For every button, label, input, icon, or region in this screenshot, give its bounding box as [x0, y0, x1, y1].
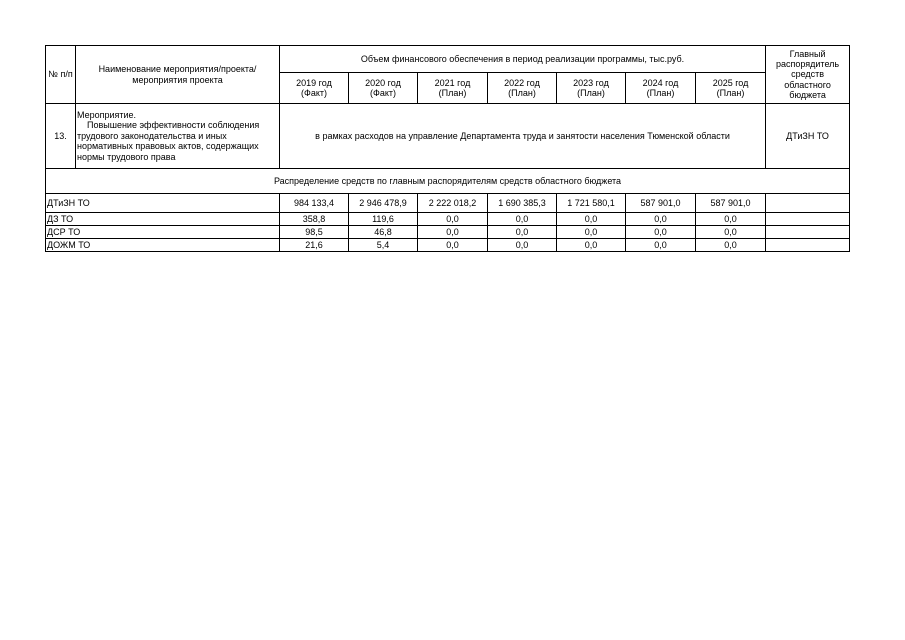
- header-year-2023: 2023 год (План): [557, 73, 626, 104]
- measure-description: Повышение эффективности соблюдения трудового законодательства и иных нормативных правовых актов, содержащих нормы трудового права: [77, 120, 260, 162]
- row-value: 0,0: [696, 213, 766, 226]
- row-value: 0,0: [488, 239, 557, 252]
- row-value: 2 946 478,9: [349, 194, 418, 213]
- table-row: [46, 226, 850, 239]
- row-name: ДОЖМ ТО: [46, 239, 280, 252]
- measure-title: Мероприятие.: [77, 110, 137, 121]
- header-year-2025: 2025 год (План): [696, 73, 766, 104]
- row-value: 0,0: [488, 213, 557, 226]
- row-value: 1 690 385,3: [488, 194, 557, 213]
- row-name: ДТиЗН ТО: [46, 194, 280, 213]
- header-volume: Объем финансового обеспечения в период реализации программы, тыс.руб.: [280, 46, 766, 73]
- row-value: 0,0: [557, 226, 626, 239]
- row-value: 119,6: [349, 213, 418, 226]
- header-year-2021: 2021 год (План): [418, 73, 488, 104]
- measure-manager: ДТиЗН ТО: [766, 104, 850, 169]
- row-value: 0,0: [418, 213, 488, 226]
- row-value: 587 901,0: [696, 194, 766, 213]
- row-value: 0,0: [696, 239, 766, 252]
- row-value: 46,8: [349, 226, 418, 239]
- row-value: 0,0: [488, 226, 557, 239]
- row-value: 0,0: [626, 239, 696, 252]
- table-row: [46, 194, 850, 213]
- header-num: № п/п: [46, 46, 76, 104]
- row-value: 98,5: [280, 226, 349, 239]
- measure-num: 13.: [46, 104, 76, 169]
- row-value: 0,0: [557, 213, 626, 226]
- row-value: 0,0: [626, 213, 696, 226]
- row-value: 0,0: [418, 226, 488, 239]
- distribution-title: Распределение средств по главным распорядителям средств областного бюджета: [46, 169, 850, 194]
- row-manager-empty: [766, 213, 850, 226]
- row-manager-empty: [766, 239, 850, 252]
- row-value: 0,0: [418, 239, 488, 252]
- row-value: 0,0: [696, 226, 766, 239]
- measure-name: [76, 104, 280, 169]
- row-value: 587 901,0: [626, 194, 696, 213]
- row-value: 1 721 580,1: [557, 194, 626, 213]
- measure-row: [46, 104, 850, 169]
- row-value: 358,8: [280, 213, 349, 226]
- header-name: Наименование мероприятия/проекта/мероприятия проекта: [76, 46, 280, 104]
- row-value: 21,6: [280, 239, 349, 252]
- row-name: ДСР ТО: [46, 226, 280, 239]
- header-year-2020: 2020 год (Факт): [349, 73, 418, 104]
- header-year-2019: 2019 год (Факт): [280, 73, 349, 104]
- row-manager-empty: [766, 194, 850, 213]
- table-row: [46, 239, 850, 252]
- header-year-2022: 2022 год (План): [488, 73, 557, 104]
- row-value: 5,4: [349, 239, 418, 252]
- row-value: 0,0: [626, 226, 696, 239]
- header-manager: Главный распорядитель средств областного бюджета: [766, 46, 850, 104]
- row-value: 984 133,4: [280, 194, 349, 213]
- row-name: ДЗ ТО: [46, 213, 280, 226]
- header-year-2024: 2024 год (План): [626, 73, 696, 104]
- measure-funding: в рамках расходов на управление Департамента труда и занятости населения Тюменской области: [280, 104, 766, 169]
- financing-table: [45, 45, 850, 252]
- distribution-row: [46, 169, 850, 194]
- row-value: 2 222 018,2: [418, 194, 488, 213]
- header-row-1: [46, 46, 850, 73]
- table-row: [46, 213, 850, 226]
- row-manager-empty: [766, 226, 850, 239]
- row-value: 0,0: [557, 239, 626, 252]
